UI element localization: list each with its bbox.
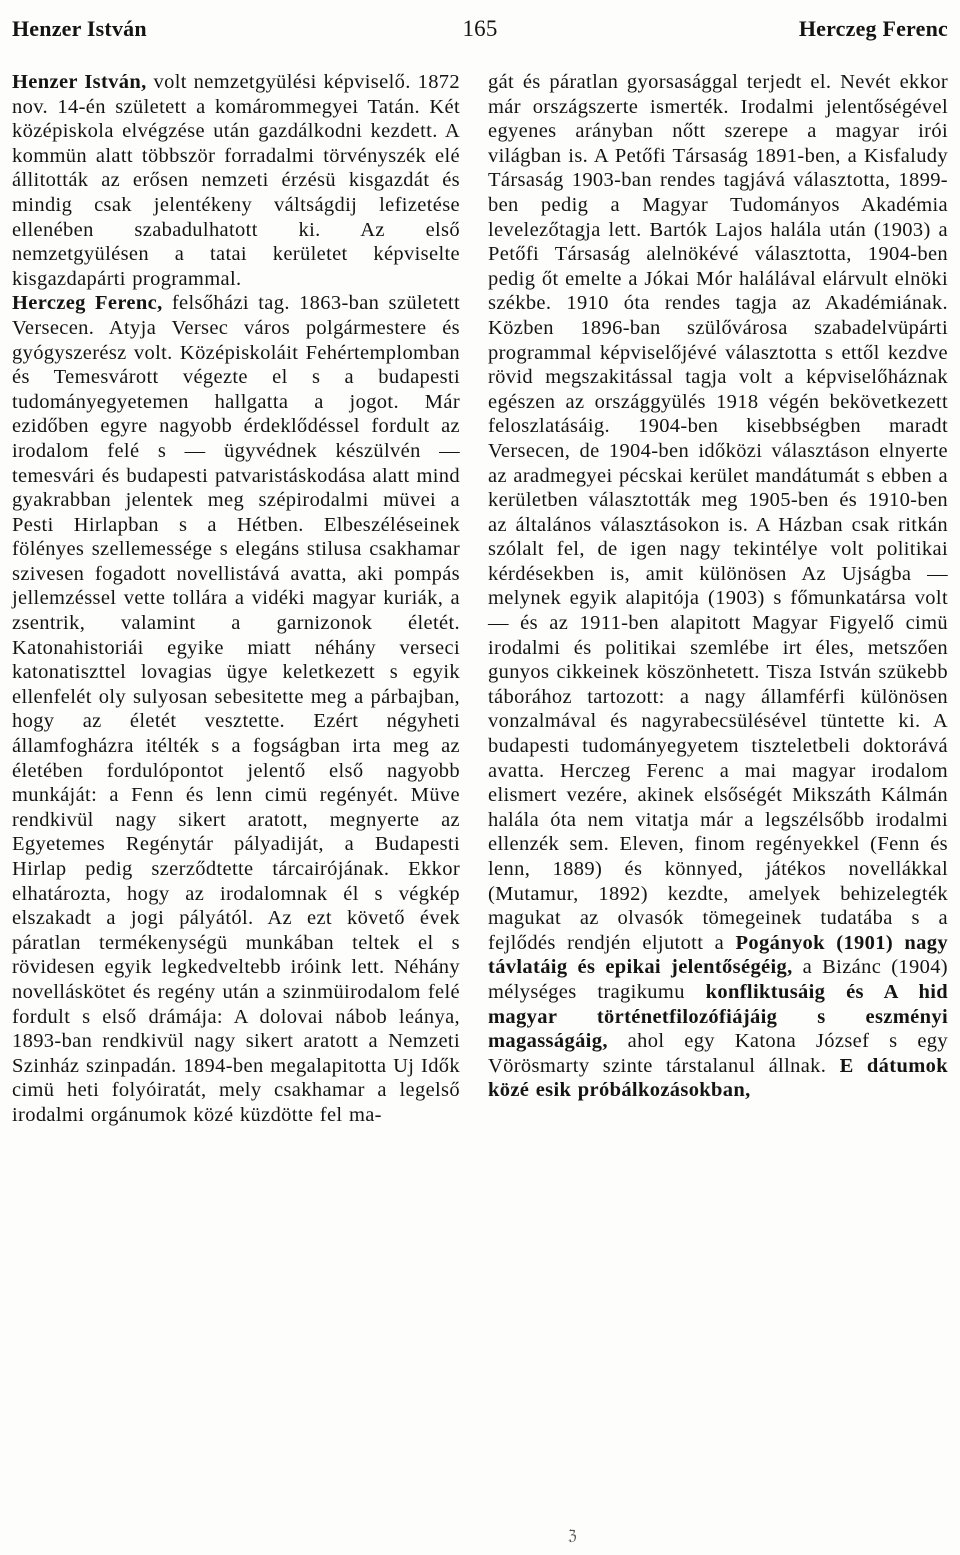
running-head-left: Henzer István: [12, 16, 147, 41]
running-head-right: Herczeg Ferenc: [798, 16, 948, 41]
entry-herczeg-continued: [488, 70, 948, 1103]
entry-text-herczeg: felsőházi tag. 1863-ban született Versecen. Atyja Versec város polgármestere és gyógyszerész volt. Középiskoláit Fehértemplomban és Temesvárott végezte el s a budapesti tudományegyetemen hallgatta a jogot. Már ezidőben egyre nagyobb érdeklődéssel fordult az irodalom felé s — ügyvédnek készülvén — temesvári és budapesti patvaristáskodása alatt mind gyakrabban jelentek meg szépirodalmi müvei a Pesti Hirlapban s a Hétben. Elbeszéléseinek fölényes szellemessége s elegáns stilusa csakhamar szivesen fogadott novellistává avatta, aki pompás jellemzéssel vette tollára a vidéki magyar kuriák, a zsentrik, valamint a garnizonok életét. Katonahistoriái egyike miatt néhány verseci katonatiszttel lovagias ügye keletkezett s egyik ellenfelét oly sulyosan sebesitette meg a párbajban, hogy az életét vesztette. Ezért négyheti államfogházra itélték s a fogságban irta meg az életében fordulópontot jelentő első nagyobb munkáját: a Fenn és lenn cimü regényét. Müve rendkivül nagy sikert aratott, megnyerte az Egyetemes Regénytár pályadiját, a Budapesti Hirlap pedig szerződtette tárcairójának. Ekkor elhatározta, hogy az irodalomnak él s végkép elszakadt a jogi pályától. Az ezt követő évek páratlan termékenységü munkában teltek el s rövidesen egyik legkedveltebb iróink lett. Néhány novelláskötet és regény után a szinmüirodalom felé fordult s első drámája: A dolovai nábob leánya, 1893-ban rendkivül nagy sikert aratott a Nemzeti Szinház szinpadán. 1894-ben megalapitotta Uj Idők cimü heti folyóiratát, mely csakhamar a legelső irodalmi orgánumok közé küzdötte fel ma-: [12, 292, 460, 1126]
page-header: [12, 16, 948, 50]
continued-text-e: ahol egy Katona József s egy Vörösmarty szinte társtalanul állnak.: [488, 1030, 948, 1077]
continued-text-b: Pogányok (1901) nagy távlatáig és epikai jelentőségéig,: [488, 931, 948, 979]
entry-name-henzer: Henzer István,: [12, 71, 147, 93]
continued-text-c: a Bizánc (1904) mélységes tragikumu: [488, 956, 948, 1003]
continued-text-a: gát és páratlan gyorsasággal terjedt el. Nevét ekkor már országszerte ismerték. Irodalmi jelentőségével egyenes arányban nőtt szerepe a magyar irói világban is. A Petőfi Társaság 1891-ben, a Kisfaludy Társaság 1903-ban rendes tagjává választotta, 1899-ben pedig a Magyar Tudományos Akadémia levelezőtagja lett. Bartók Lajos halála után (1903) a Petőfi Társaság alelnökévé választotta, 1904-ben pedig őt emelte a Jókai Mór halálával elárvult elnöki székbe. 1910 óta rendes tagja az Akadémiának. Közben 1896-ban szülővárosa szabadelvüpárti programmal képviselőjévé választotta s ettől kezdve rövid megszakitással tagja volt a képviselőháznak egészen az országgyülés 1918 végén bekövetkezett feloszlatásáig. 1904-ben kisebbségben maradt Versecen, de 1904-ben időközi választáson elnyerte az aradmegyei pécskai kerület mandátumát s ebben a kerületben választották meg 1905-ben és 1910-ben az általános választásokon is. A Házban csak ritkán szólalt fel, de igen nagy tekintélye volt politikai kérdésekben is, amit különösen Az Ujságba — melynek egyik alapitója (1903) s főmunkatársa volt — és az 1911-ben alapitott Magyar Figyelő cimü irodalmi és politikai szemlébe irt éles, metszően gunyos cikkeinek köszönhetett. Tisza István szükebb táborához tartozott: a nagy államférfi különösen vonzalmával és nagyrabecsülésével tüntette ki. A budapesti tudományegyetem tiszteletbeli doktorává avatta. Herczeg Ferenc a mai magyar irodalom elismert vezére, akinek elsőségét Mikszáth Kálmán halála óta nem vitatja már a legszélsőbb irodalmi ellenzék sem. Eleven, finom regényekkel (Fenn és lenn, 1889) és könnyed, játékos novellákkal (Mutamur, 1892) kezdte, amelyek behizelegték magukat az olvasók tömegeinek tudatába s a fejlődés rendjén eljutott a: [488, 71, 948, 954]
page-number: 165: [462, 16, 498, 41]
left-column: [12, 70, 460, 1128]
footer-mark: ℨ: [568, 1529, 577, 1544]
entry-henzer: [12, 70, 460, 291]
entry-herczeg: [12, 291, 460, 1127]
right-column: [488, 70, 948, 1103]
continued-text-d: konfliktusáig és A hid magyar történetfilozófiájáig s eszményi magasságáig,: [488, 980, 949, 1053]
continued-text-f: E dátumok közé esik próbálkozásokban,: [488, 1054, 948, 1102]
entry-text-henzer: volt nemzetgyülési képviselő. 1872 nov. 14-én született a komárommegyei Tatán. Két középiskola elvégzése után gazdálkodni kezdett. A kommün alatt többször forradalmi törvényszék elé állitották az erősen nemzeti érzésü kisgazdát és mindig csak jelentékeny váltságdij lefizetése ellenében szabadulhatott ki. Az első nemzetgyülésen a tatai kerületet képviselte kisgazdapárti programmal.: [12, 71, 460, 290]
entry-name-herczeg: Herczeg Ferenc,: [12, 292, 163, 315]
